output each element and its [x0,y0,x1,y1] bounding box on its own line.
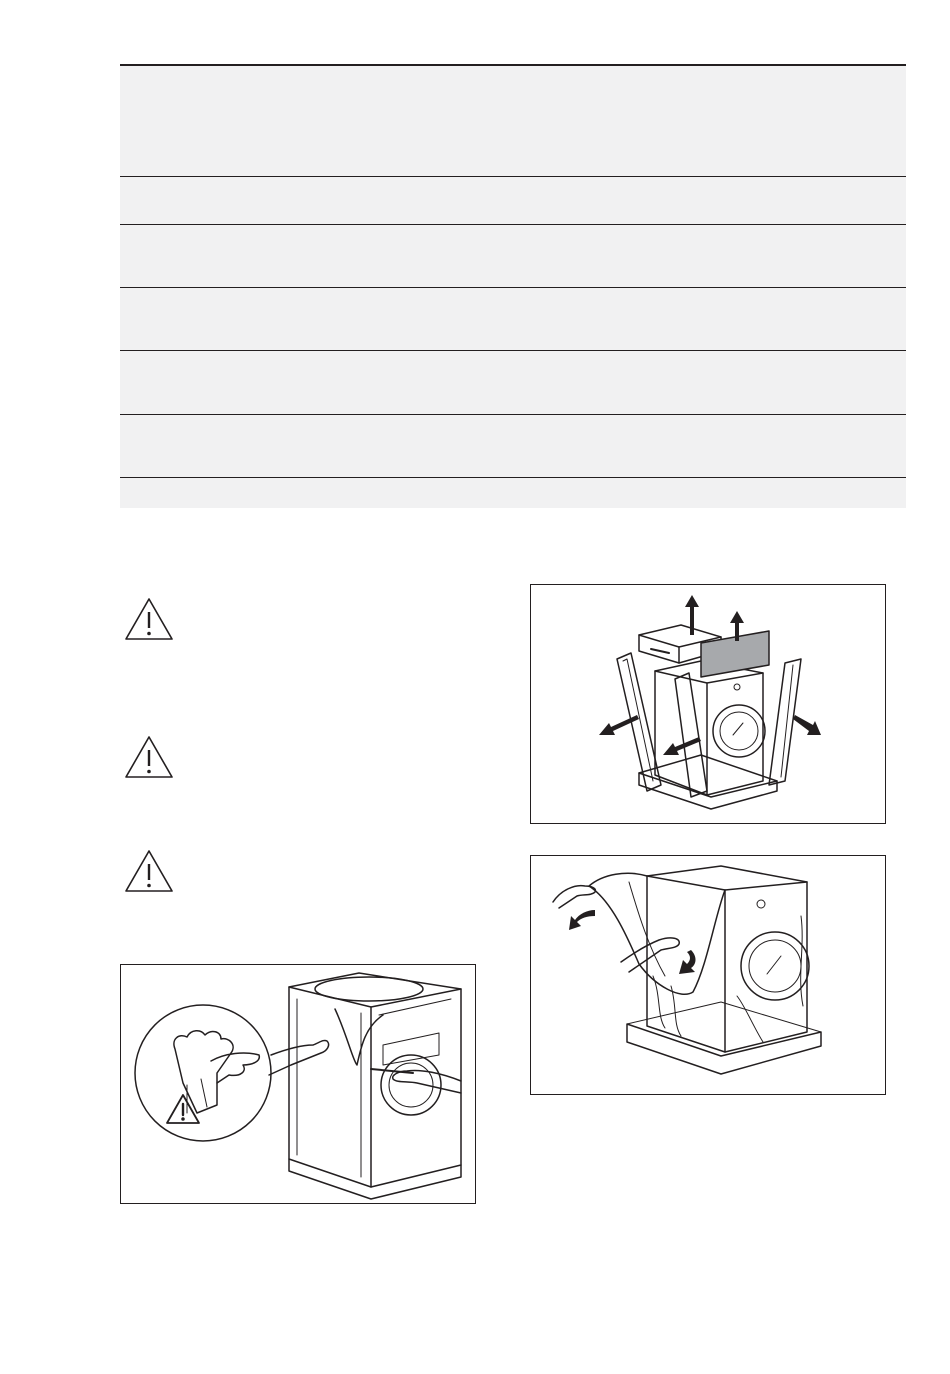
remove-plastic-cover-figure [530,855,886,1095]
remove-packaging-figure [530,584,886,824]
table-rule [120,176,906,177]
warning-triangle-icon [124,596,174,642]
warning-triangle-icon [124,848,174,894]
plastic-cover-removal-illustration [531,856,885,1094]
spec-table [120,64,906,508]
table-rule [120,477,906,478]
warning-triangle-icon [124,734,174,780]
table-rule [120,350,906,351]
table-rule [120,287,906,288]
table-rule [120,414,906,415]
gloves-cut-wrap-figure [120,964,476,1204]
table-rule [120,64,906,66]
unpacking-gloves-illustration [121,965,475,1203]
packaging-removal-illustration [531,585,885,823]
table-rule [120,224,906,225]
